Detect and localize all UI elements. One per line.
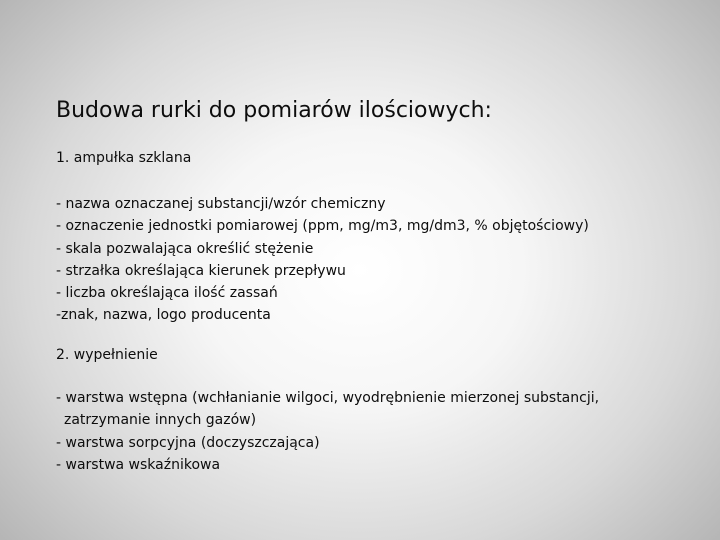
list-item: - warstwa wskaźnikowa — [56, 456, 221, 473]
section-heading-ampulka: 1. ampułka szklana — [56, 150, 192, 166]
list-item: - oznaczenie jednostki pomiarowej (ppm, mg/m3, mg/dm3, % objętościowy) — [56, 218, 589, 235]
ampulka-list — [56, 193, 666, 327]
list-item: -znak, nazwa, logo producenta — [56, 307, 271, 324]
wypelnienie-list — [56, 387, 666, 476]
slide-title: Budowa rurki do pomiarów ilościowych: — [56, 98, 492, 123]
list-item: - warstwa sorpcyjna (doczyszczająca) — [56, 434, 320, 451]
list-item: - strzałka określająca kierunek przepływu — [56, 262, 346, 279]
section-heading-wypelnienie: 2. wypełnienie — [56, 347, 158, 363]
list-item-continuation: zatrzymanie innych gazów) — [64, 412, 257, 429]
list-item: - warstwa wstępna (wchłanianie wilgoci, wyodrębnienie mierzonej substancji, — [56, 390, 600, 406]
list-item: - skala pozwalająca określić stężenie — [56, 240, 314, 257]
list-item: - liczba określająca ilość zassań — [56, 285, 278, 302]
list-item: - nazwa oznaczanej substancji/wzór chemiczny — [56, 196, 386, 212]
